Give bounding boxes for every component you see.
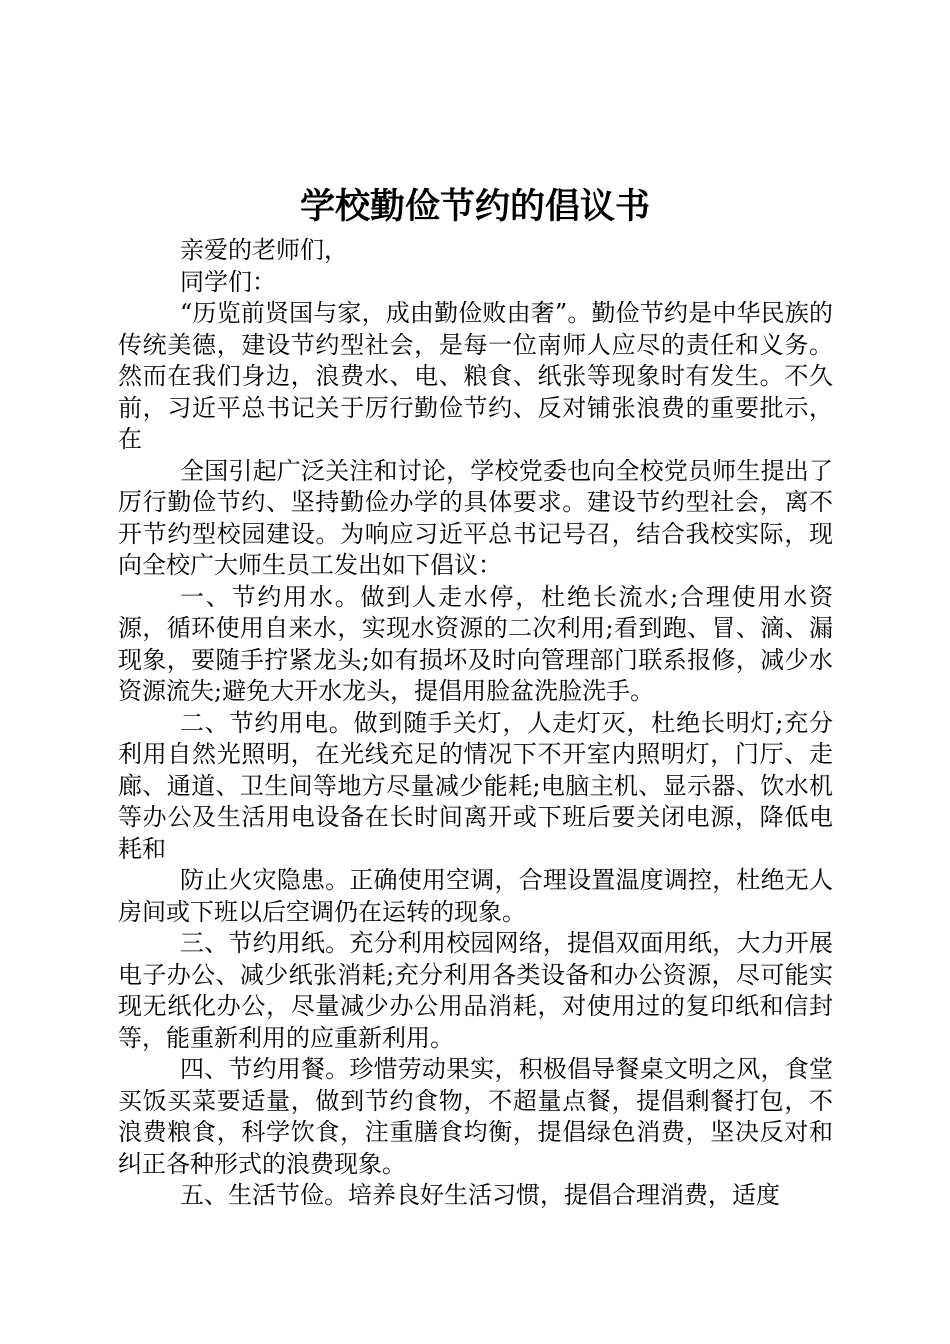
intro-paragraph: “历览前贤国与家，成由勤俭败由奢”。勤俭节约是中华民族的传统美德，建设节约型社会，是每一位南师人应尽的责任和义务。然而在我们身边，浪费水、电、粮食、纸张等现象时有发生。不久前，习近平总书记关于厉行勤俭节约、反对铺张浪费的重要批示，在 bbox=[118, 299, 833, 453]
item-frugal-living: 五、生活节俭。培养良好生活习惯，提倡合理消费，适度 bbox=[180, 1181, 780, 1209]
item-save-paper: 三、节约用纸。充分利用校园网络，提倡双面用纸，大力开展电子办公、减少纸张消耗;充分利用各类设备和办公资源，尽可能实现无纸化办公，尽量减少办公用品消耗，对使用过的复印纸和信封等，能重新利用的应重新利用。 bbox=[118, 929, 833, 1052]
item-save-electricity: 二、节约用电。做到随手关灯，人走灯灭，杜绝长明灯;充分利用自然光照明，在光线充足的情况下不开室内照明灯，门厅、走廊、通道、卫生间等地方尽量减少能耗;电脑主机、显示器、饮水机等办公及生活用电设备在长时间离开或下班后要关闭电源，降低电耗和 bbox=[118, 708, 833, 863]
item-save-food: 四、节约用餐。珍惜劳动果实，积极倡导餐桌文明之风，食堂买饭买菜要适量，做到节约食物，不超量点餐，提倡剩餐打包，不浪费粮食，科学饮食，注重膳食均衡，提倡绿色消费，坚决反对和纠正各种形式的浪费现象。 bbox=[118, 1055, 833, 1178]
document-title: 学校勤俭节约的倡议书 bbox=[299, 186, 650, 227]
document-body bbox=[118, 235, 833, 1212]
item-save-water: 一、节约用水。做到人走水停，杜绝长流水;合理使用水资源，循环使用自来水，实现水资源的二次利用;看到跑、冒、滴、漏现象，要随手拧紧龙头;如有损坏及时向管理部门联系报修，减少水资源流失;避免大开水龙头，提倡用脸盆洗脸洗手。 bbox=[118, 582, 833, 705]
salutation-students: 同学们： bbox=[180, 267, 276, 296]
salutation-teachers: 亲爱的老师们， bbox=[180, 236, 348, 264]
context-paragraph: 全国引起广泛关注和讨论，学校党委也向全校党员师生提出了厉行勤俭节约、坚持勤俭办学的具体要求。建设节约型社会，离不开节约型校园建设。为响应习近平总书记号召，结合我校实际，现向全校广大师生员工发出如下倡议： bbox=[118, 456, 833, 579]
item-save-electricity-continued: 防止火灾隐患。正确使用空调，合理设置温度调控，杜绝无人房间或下班以后空调仍在运转的现象。 bbox=[118, 866, 833, 926]
